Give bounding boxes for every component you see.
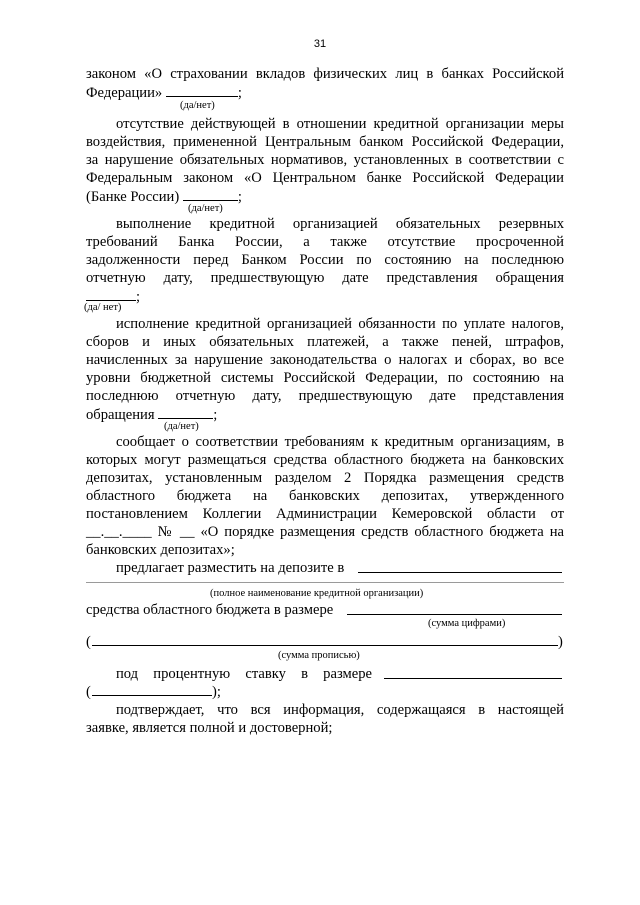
hint-yesno-3: (да/ нет)	[84, 302, 122, 313]
p2-line-5-end: ;	[237, 189, 242, 205]
yesno-blank-1	[166, 83, 238, 97]
hint-sum-digits: (сумма цифрами)	[428, 618, 506, 629]
p4-line-1: исполнение кредитной организацией обязанности по уплате налогов,	[116, 316, 564, 332]
p4-line-5: последнюю отчетную дату, предшествующую дате представления	[86, 388, 564, 404]
p4-line-4: уровни бюджетной системы Российской Федерации, по состоянию на	[86, 370, 564, 386]
p5-line-7: банковских депозитах»;	[86, 542, 235, 558]
p3-line-5	[86, 287, 564, 306]
paren-open-2: (	[86, 684, 91, 700]
p5-line-2: которых могут размещаться средства областного бюджета на банковских	[86, 452, 564, 468]
bank-name-blank	[358, 572, 562, 573]
hint-yesno-2: (да/нет)	[188, 203, 223, 214]
p5-line-4: областного бюджета на банковских депозитах, утвержденного	[86, 488, 564, 504]
p1-line-2-text: Федерации»	[86, 85, 163, 101]
p4-line-3: начисленных за нарушение законодательства о налогах и сборах, во все	[86, 352, 564, 368]
p6-line-1: предлагает разместить на депозите в	[116, 560, 345, 576]
hint-yesno-1: (да/нет)	[180, 100, 215, 111]
yesno-blank-4	[158, 405, 213, 419]
p2-line-3: за нарушение обязательных нормативов, установленных в соответствии с	[86, 152, 564, 168]
paren-close-2: );	[212, 684, 221, 700]
p1-line-1: законом «О страховании вкладов физических лиц в банках Российской	[86, 66, 564, 82]
paren-close-1: )	[558, 634, 563, 650]
p6-line-2: средства областного бюджета в размере	[86, 602, 334, 618]
p7-line-1: под процентную ставку в размере	[116, 666, 372, 682]
rate-words-blank	[92, 695, 212, 696]
p2-line-4: Федеральным законом «О Центральном банке Российской Федерации	[86, 170, 564, 186]
p4-line-2: сборов и иных обязательных платежей, а также пеней, штрафов,	[86, 334, 564, 350]
p2-line-2: воздействия, примененной Центральным банком Российской Федерации,	[86, 134, 564, 150]
rate-blank	[384, 678, 562, 679]
sum-words-blank	[92, 645, 558, 646]
p4-line-6-text: обращения	[86, 407, 155, 423]
p2-line-1: отсутствие действующей в отношении кредитной организации меры	[116, 116, 564, 132]
bank-name-line	[86, 582, 564, 583]
yesno-blank-3	[86, 287, 136, 301]
hint-sum-words: (сумма прописью)	[278, 650, 360, 661]
p3-line-4: отчетную дату, предшествующую дате представления обращения	[86, 270, 564, 286]
p2-line-5	[86, 187, 564, 206]
p5-line-1: сообщает о соответствии требованиям к кредитным организациям, в	[116, 434, 564, 450]
p1-line-2	[86, 83, 564, 102]
p3-line-1: выполнение кредитной организацией обязательных резервных	[116, 216, 564, 232]
sum-digits-blank	[347, 614, 562, 615]
p1-line-2-end: ;	[237, 85, 242, 101]
p5-line-5: постановлением Коллегии Администрации Кемеровской области от	[86, 506, 564, 522]
p5-line-3: депозитах, установленным разделом 2 Порядка размещения средств	[86, 470, 564, 486]
yesno-blank-2	[183, 187, 238, 201]
p4-line-6-end: ;	[213, 407, 218, 423]
p3-line-3: задолженности перед Банком России по состоянию на последнюю	[86, 252, 564, 268]
p2-line-5-text: (Банке России)	[86, 189, 180, 205]
p4-line-6	[86, 405, 564, 424]
paren-open-1: (	[86, 634, 91, 650]
hint-bank-name: (полное наименование кредитной организации)	[210, 588, 424, 599]
p5-line-6: __.__.____ № __ «О порядке размещения средств областного бюджета на	[86, 524, 564, 540]
p8-line-1: подтверждает, что вся информация, содержащаяся в настоящей	[116, 702, 564, 718]
p3-line-2: требований Банка России, а также отсутствие просроченной	[86, 234, 564, 250]
page-number: 31	[313, 38, 327, 50]
p3-line-5-end: ;	[136, 289, 141, 305]
p8-line-2: заявке, является полной и достоверной;	[86, 720, 333, 736]
hint-yesno-4: (да/нет)	[164, 421, 199, 432]
